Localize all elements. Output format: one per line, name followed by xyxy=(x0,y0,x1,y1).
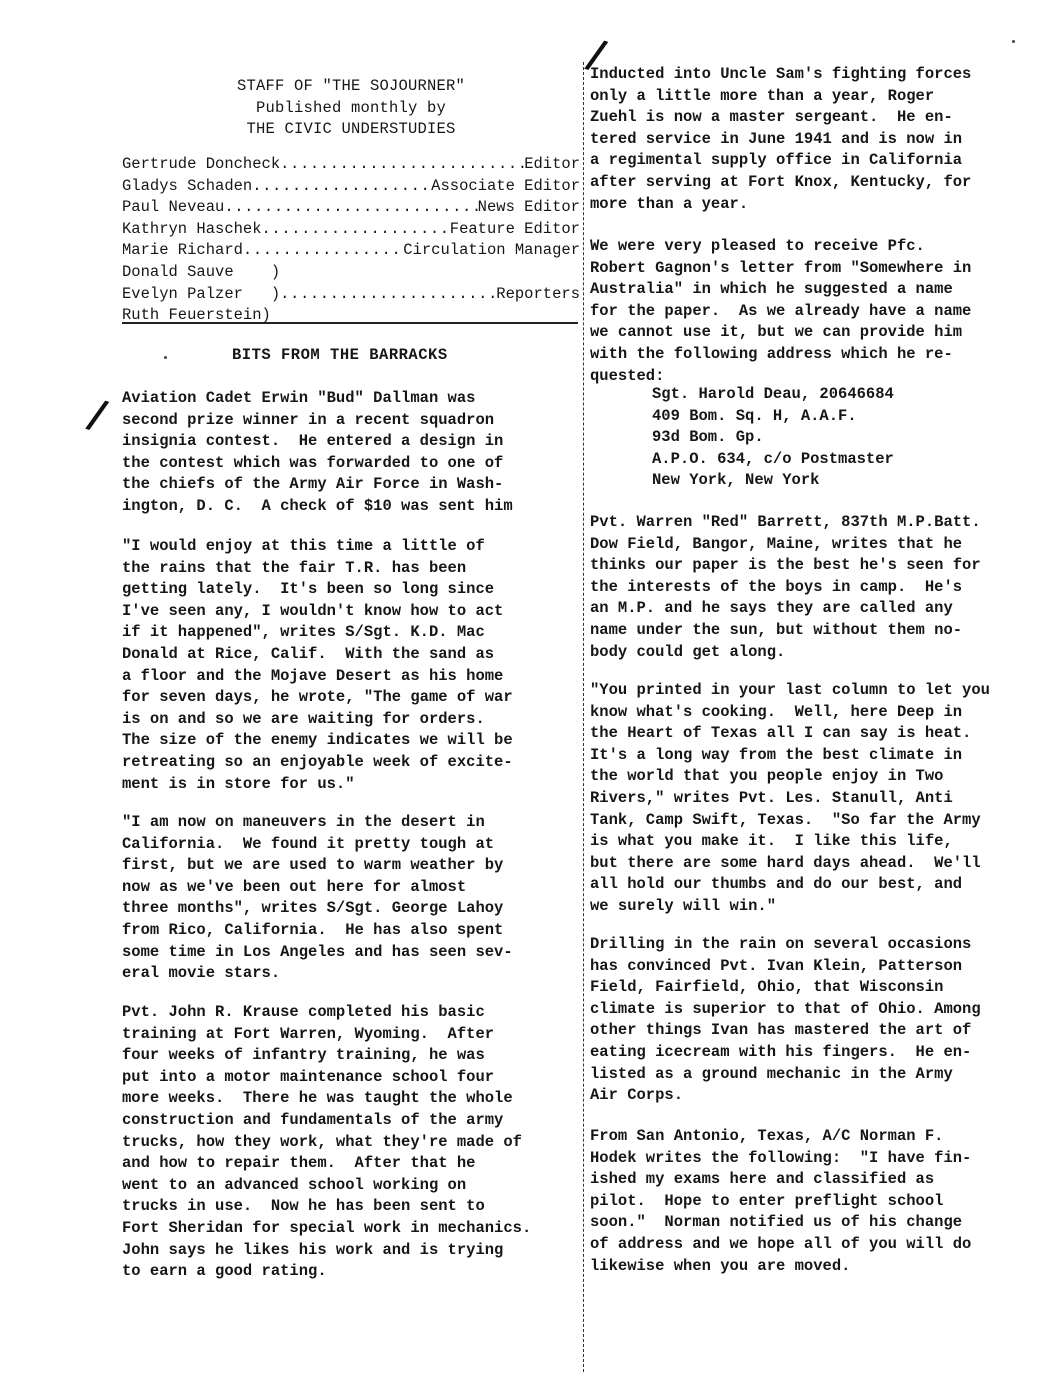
staff-role: Editor xyxy=(524,155,580,173)
leader-dots xyxy=(243,240,403,262)
text-line: a regimental supply office in California xyxy=(590,151,963,170)
text-line: California. We found it pretty tough at xyxy=(122,834,495,853)
article-lahoy xyxy=(122,812,580,985)
text-line: Dow Field, Bangor, Maine, writes that he xyxy=(590,534,963,553)
text-line: Robert Gagnon's letter from "Somewhere in xyxy=(590,258,972,277)
column-divider xyxy=(583,62,584,1372)
text-line: construction and fundamentals of the army xyxy=(122,1110,504,1129)
text-line: and how to repair them. After that he xyxy=(122,1154,476,1173)
text-line: the Heart of Texas all I can say is heat. xyxy=(590,724,972,743)
article-hodek xyxy=(590,1126,1048,1277)
text-line: with the following address which he re- xyxy=(590,344,953,363)
masthead-title: STAFF OF "THE SOJOURNER" xyxy=(236,77,466,95)
masthead-subtitle: Published monthly by xyxy=(255,98,447,117)
text-line: Pvt. John R. Krause completed his basic xyxy=(122,1003,485,1021)
article-stanull xyxy=(590,680,1048,918)
text-line: Aviation Cadet Erwin "Bud" Dallman was xyxy=(122,389,476,407)
article-krause xyxy=(122,1002,580,1283)
text-line: the world that you people enjoy in Two xyxy=(590,767,944,786)
text-line: Rivers," writes Pvt. Les. Stanull, Anti xyxy=(590,788,953,807)
staff-row xyxy=(122,197,580,219)
text-line: I've seen any, I wouldn't know how to act xyxy=(122,601,504,620)
staff-list xyxy=(122,154,580,327)
address-line: A.P.O. 634, c/o Postmaster xyxy=(652,449,894,468)
page-speck xyxy=(1012,40,1015,43)
text-line: Field, Fairfield, Ohio, that Wisconsin xyxy=(590,978,944,997)
text-line: climate is superior to that of Ohio. Among xyxy=(590,999,981,1018)
text-line: some time in Los Angeles and has seen sev- xyxy=(122,942,513,961)
text-line: Pvt. Warren "Red" Barrett, 837th M.P.Batt. xyxy=(590,513,981,531)
text-line: know what's cooking. Well, here Deep in xyxy=(590,702,963,721)
text-line: "You printed in your last column to let you xyxy=(590,681,990,699)
staff-name: Ruth Feuerstein) xyxy=(122,306,271,325)
masthead xyxy=(122,76,580,141)
address-line: 93d Bom. Gp. xyxy=(652,428,764,447)
text-line: Tank, Camp Swift, Texas. "So far the Army xyxy=(590,810,981,829)
text-line: name under the sun, but without them no- xyxy=(590,620,963,639)
staff-role: Circulation Manager xyxy=(403,241,580,260)
text-line: retreating so an enjoyable week of excite- xyxy=(122,752,513,771)
staff-row xyxy=(122,284,580,306)
article-barrett xyxy=(590,512,1048,663)
text-line: after serving at Fort Knox, Kentucky, for xyxy=(590,172,972,191)
staff-role: Feature Editor xyxy=(449,219,580,238)
text-line: It's a long way from the best climate in xyxy=(590,745,963,764)
staff-name: Donald Sauve ) xyxy=(122,262,281,281)
staff-role: News Editor xyxy=(477,198,580,217)
text-line: more weeks. There he was taught the whole xyxy=(122,1089,513,1108)
text-line: getting lately. It's been so long since xyxy=(122,580,495,599)
staff-name: Gertrude Doncheck xyxy=(122,155,281,173)
staff-role: Reporters xyxy=(496,284,580,303)
text-line: put into a motor maintenance school four xyxy=(122,1067,495,1086)
staff-divider-rule xyxy=(122,322,578,324)
text-line: only a little more than a year, Roger xyxy=(590,86,935,105)
article-gagnon xyxy=(590,236,1048,387)
text-line: if it happened", writes S/Sgt. K.D. Mac xyxy=(122,623,485,642)
leader-dots xyxy=(224,197,477,219)
text-line: other things Ivan has mastered the art of xyxy=(590,1021,972,1040)
text-line: has convinced Pvt. Ivan Klein, Patterson xyxy=(590,956,963,975)
text-line: Donald at Rice, Calif. With the sand as xyxy=(122,644,495,663)
text-line: but there are some hard days ahead. We'll xyxy=(590,853,981,872)
leader-dots xyxy=(280,154,524,176)
article-macdonald xyxy=(122,536,580,795)
staff-row xyxy=(122,154,580,176)
staff-row xyxy=(122,262,580,284)
leader-dots xyxy=(280,284,496,306)
text-line: now as we've been out here for almost xyxy=(122,877,467,896)
text-line: eating icecream with his fingers. He en- xyxy=(590,1042,972,1061)
mailing-address xyxy=(590,384,1048,492)
text-line: went to an advanced school working on xyxy=(122,1175,467,1194)
leader-dots xyxy=(262,219,450,241)
text-line: the interests of the boys in camp. He's xyxy=(590,577,963,596)
section-heading: BITS FROM THE BARRACKS xyxy=(232,346,448,364)
text-line: Hodek writes the following: "I have fin- xyxy=(590,1148,972,1167)
text-line: Drilling in the rain on several occasions xyxy=(590,935,972,953)
staff-name: Paul Neveau xyxy=(122,198,225,217)
text-line: thinks our paper is the best he's seen for xyxy=(590,556,981,575)
text-line: is on and so we are waiting for orders. xyxy=(122,709,485,728)
text-line: an M.P. and he says they are called any xyxy=(590,599,953,618)
text-line: for the paper. As we already have a name xyxy=(590,301,972,320)
staff-name: Gladys Schaden xyxy=(122,176,253,195)
text-line: We were very pleased to receive Pfc. xyxy=(590,237,925,255)
text-line: Air Corps. xyxy=(590,1086,684,1105)
text-line: the chiefs of the Army Air Force in Wash- xyxy=(122,475,504,494)
text-line: we surely will win." xyxy=(590,896,777,915)
text-line: we cannot use it, but we can provide him xyxy=(590,323,963,342)
text-line: soon." Norman notified us of his change xyxy=(590,1213,963,1232)
address-line: 409 Bom. Sq. H, A.A.F. xyxy=(652,406,857,425)
text-line: for seven days, he wrote, "The game of war xyxy=(122,688,513,707)
masthead-publisher: THE CIVIC UNDERSTUDIES xyxy=(246,120,456,138)
staff-name: Marie Richard xyxy=(122,241,243,260)
text-line: Inducted into Uncle Sam's fighting forces xyxy=(590,65,972,83)
text-line: listed as a ground mechanic in the Army xyxy=(590,1064,953,1083)
text-line: from Rico, California. He has also spent xyxy=(122,920,504,939)
text-line: tered service in June 1941 and is now in xyxy=(590,129,963,148)
staff-name: Evelyn Palzer ) xyxy=(122,284,281,303)
text-line: From San Antonio, Texas, A/C Norman F. xyxy=(590,1127,944,1145)
text-line: of address and we hope all of you will do xyxy=(590,1234,972,1253)
text-line: "I am now on maneuvers in the desert in xyxy=(122,813,485,831)
text-line: trucks, how they work, what they're made of xyxy=(122,1132,522,1151)
text-line: a floor and the Mojave Desert as his home xyxy=(122,666,504,685)
text-line: Australia" in which he suggested a name xyxy=(590,280,953,299)
text-line: trucks in use. Now he has been sent to xyxy=(122,1197,485,1216)
address-line: Sgt. Harold Deau, 20646684 xyxy=(652,385,894,403)
text-line: ished my exams here and classified as xyxy=(590,1170,935,1189)
staff-row xyxy=(122,176,580,198)
text-line: to earn a good rating. xyxy=(122,1262,327,1281)
text-line: all hold our thumbs and do our best, and xyxy=(590,875,963,894)
text-line: eral movie stars. xyxy=(122,964,281,983)
staff-name: Kathryn Haschek xyxy=(122,219,262,238)
text-line: body could get along. xyxy=(590,642,786,661)
text-line: pilot. Hope to enter preflight school xyxy=(590,1191,944,1210)
text-line: "I would enjoy at this time a little of xyxy=(122,537,485,555)
text-line: insignia contest. He entered a design in xyxy=(122,432,504,451)
page-speck xyxy=(164,356,167,359)
staff-row xyxy=(122,240,580,262)
address-line: New York, New York xyxy=(652,471,820,490)
text-line: the contest which was forwarded to one of xyxy=(122,453,504,472)
check-mark-left: / xyxy=(83,390,112,440)
article-zuehl xyxy=(590,64,1048,215)
text-line: Fort Sheridan for special work in mechanics. xyxy=(122,1218,532,1237)
staff-role: Associate Editor xyxy=(431,176,580,195)
text-line: ment is in store for us." xyxy=(122,774,355,793)
text-line: first, but we are used to warm weather by xyxy=(122,856,504,875)
article-dallman xyxy=(122,388,580,518)
text-line: the rains that the fair T.R. has been xyxy=(122,558,467,577)
leader-dots xyxy=(252,176,431,198)
text-line: three months", writes S/Sgt. George Lahoy xyxy=(122,899,504,918)
text-line: quested: xyxy=(590,366,665,385)
staff-row xyxy=(122,219,580,241)
text-line: likewise when you are moved. xyxy=(590,1256,851,1275)
text-line: more than a year. xyxy=(590,194,749,213)
text-line: The size of the enemy indicates we will be xyxy=(122,731,513,750)
text-line: training at Fort Warren, Wyoming. After xyxy=(122,1024,495,1043)
text-line: second prize winner in a recent squadron xyxy=(122,410,495,429)
check-mark-top: / xyxy=(582,30,611,80)
text-line: Zuehl is now a master sergeant. He en- xyxy=(590,108,953,127)
article-klein xyxy=(590,934,1048,1107)
text-line: ington, D. C. A check of $10 was sent him xyxy=(122,496,513,515)
text-line: is what you make it. I like this life, xyxy=(590,832,953,851)
text-line: John says he likes his work and is trying xyxy=(122,1240,504,1259)
text-line: four weeks of infantry training, he was xyxy=(122,1046,485,1065)
